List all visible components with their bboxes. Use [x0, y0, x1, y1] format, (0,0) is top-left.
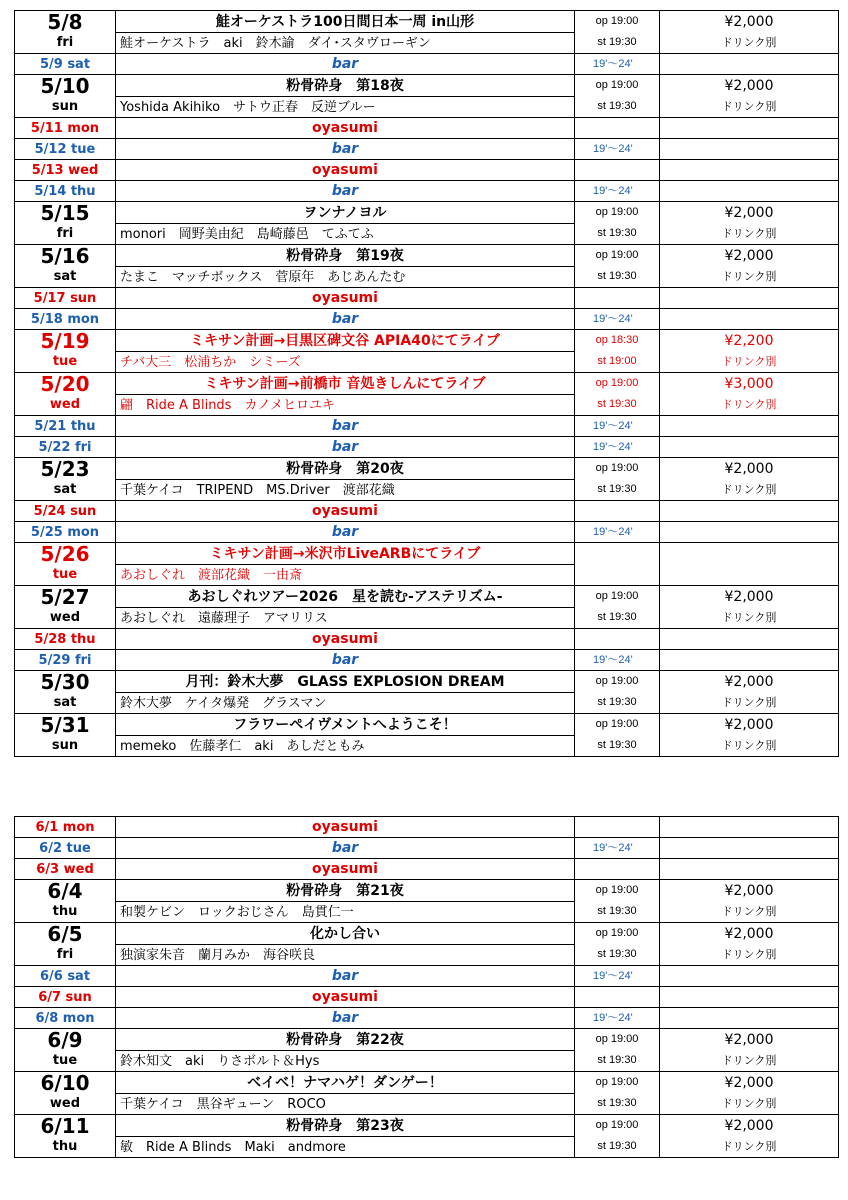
ticket-price: ¥2,000 [660, 1115, 839, 1137]
open-time: op 18:30 [575, 330, 660, 352]
oyasumi-row [15, 859, 839, 880]
empty-price [660, 522, 839, 543]
june-schedule-table [14, 816, 839, 1158]
event-date: 5/31 [15, 714, 116, 736]
event-day: wed [15, 1094, 116, 1115]
open-time: op 19:00 [575, 1029, 660, 1051]
empty-price [660, 437, 839, 458]
row-date: 5/28 thu [15, 629, 116, 650]
start-time: st 19:30 [575, 736, 660, 757]
bar-row [15, 1008, 839, 1029]
empty-price [660, 416, 839, 437]
event-row-bottom [15, 33, 839, 54]
row-date: 5/25 mon [15, 522, 116, 543]
drink-note: ドリンク別 [660, 1051, 839, 1072]
drink-note: ドリンク別 [660, 395, 839, 416]
oyasumi-row [15, 118, 839, 139]
row-date: 5/12 tue [15, 139, 116, 160]
bar-label: bar [116, 54, 575, 75]
event-title: 粉骨砕身 第22夜 [116, 1029, 575, 1051]
bar-label: bar [116, 522, 575, 543]
oyasumi-label: oyasumi [116, 501, 575, 522]
drink-note: ドリンク別 [660, 1094, 839, 1115]
bar-label: bar [116, 966, 575, 987]
event-date: 5/15 [15, 202, 116, 224]
bar-hours: 19'～24' [575, 181, 660, 202]
event-title: 鮭オーケストラ100日間日本一周 in山形 [116, 11, 575, 33]
open-time: op 19:00 [575, 458, 660, 480]
empty-price [660, 1008, 839, 1029]
row-date: 5/11 mon [15, 118, 116, 139]
empty-time [575, 501, 660, 522]
drink-note: ドリンク別 [660, 224, 839, 245]
event-performers: 鮭オーケストラ aki 鈴木諭 ダイ･スタヴローギン [116, 33, 575, 54]
bar-label: bar [116, 416, 575, 437]
open-time: op 19:00 [575, 671, 660, 693]
event-row-top [15, 1115, 839, 1137]
event-title: ミキサン計画→前橋市 音処きしんにてライブ [116, 373, 575, 395]
event-date: 5/26 [15, 543, 116, 565]
bar-row [15, 437, 839, 458]
empty-price [660, 838, 839, 859]
event-date: 5/8 [15, 11, 116, 33]
event-row-top [15, 1029, 839, 1051]
event-day: sun [15, 736, 116, 757]
bar-hours: 19'～24' [575, 522, 660, 543]
event-day: wed [15, 395, 116, 416]
start-time [575, 565, 660, 586]
empty-time [575, 118, 660, 139]
event-date: 5/27 [15, 586, 116, 608]
event-title: フラワーペイヴメントへようこそ！ [116, 714, 575, 736]
bar-label: bar [116, 139, 575, 160]
may-schedule-table [14, 10, 839, 757]
row-date: 5/24 sun [15, 501, 116, 522]
ticket-price: ¥2,200 [660, 330, 839, 352]
event-date: 5/20 [15, 373, 116, 395]
open-time: op 19:00 [575, 880, 660, 902]
oyasumi-row [15, 501, 839, 522]
event-performers: 千葉ケイコ TRIPEND MS.Driver 渡部花織 [116, 480, 575, 501]
drink-note: ドリンク別 [660, 902, 839, 923]
event-title: 月刊：鈴木大夢 GLASS EXPLOSION DREAM [116, 671, 575, 693]
oyasumi-row [15, 817, 839, 838]
event-row-bottom [15, 1094, 839, 1115]
event-row-bottom [15, 480, 839, 501]
event-day: sat [15, 480, 116, 501]
bar-hours: 19'～24' [575, 1008, 660, 1029]
bar-label: bar [116, 309, 575, 330]
start-time: st 19:30 [575, 33, 660, 54]
event-row-bottom [15, 97, 839, 118]
ticket-price: ¥2,000 [660, 245, 839, 267]
empty-price [660, 181, 839, 202]
event-date: 5/30 [15, 671, 116, 693]
bar-hours: 19'～24' [575, 416, 660, 437]
event-row-bottom [15, 395, 839, 416]
row-date: 5/9 sat [15, 54, 116, 75]
bar-row [15, 54, 839, 75]
bar-label: bar [116, 181, 575, 202]
event-title: 粉骨砕身 第21夜 [116, 880, 575, 902]
ticket-price: ¥2,000 [660, 75, 839, 97]
event-row-bottom [15, 736, 839, 757]
ticket-price: ¥2,000 [660, 923, 839, 945]
event-day: fri [15, 33, 116, 54]
event-date: 6/11 [15, 1115, 116, 1137]
start-time: st 19:30 [575, 224, 660, 245]
open-time: op 19:00 [575, 586, 660, 608]
bar-row [15, 966, 839, 987]
oyasumi-label: oyasumi [116, 160, 575, 181]
event-row-top [15, 458, 839, 480]
bar-row [15, 838, 839, 859]
event-performers: あおしぐれ 渡部花織 一由斎 [116, 565, 575, 586]
event-title: ミキサン計画→米沢市LiveARBにてライブ [116, 543, 575, 565]
event-date: 6/4 [15, 880, 116, 902]
open-time: op 19:00 [575, 202, 660, 224]
open-time: op 19:00 [575, 714, 660, 736]
event-performers: monori 岡野美由紀 島崎藤邑 てふてふ [116, 224, 575, 245]
event-date: 6/5 [15, 923, 116, 945]
row-date: 6/1 mon [15, 817, 116, 838]
bar-hours: 19'～24' [575, 437, 660, 458]
event-date: 5/23 [15, 458, 116, 480]
row-date: 5/18 mon [15, 309, 116, 330]
event-row-top [15, 880, 839, 902]
row-date: 5/21 thu [15, 416, 116, 437]
event-performers: たまこ マッチボックス 菅原年 あじあんたむ [116, 267, 575, 288]
row-date: 6/2 tue [15, 838, 116, 859]
oyasumi-label: oyasumi [116, 987, 575, 1008]
start-time: st 19:30 [575, 267, 660, 288]
event-performers: 独演家朱音 蘭月みか 海谷咲良 [116, 945, 575, 966]
empty-time [575, 817, 660, 838]
event-performers: 和製ケビン ロックおじさん 島貫仁一 [116, 902, 575, 923]
start-time: st 19:30 [575, 902, 660, 923]
oyasumi-row [15, 629, 839, 650]
ticket-price: ¥2,000 [660, 714, 839, 736]
event-title: 粉骨砕身 第23夜 [116, 1115, 575, 1137]
oyasumi-label: oyasumi [116, 118, 575, 139]
event-row-bottom [15, 267, 839, 288]
empty-price [660, 309, 839, 330]
event-row-bottom [15, 565, 839, 586]
start-time: st 19:30 [575, 480, 660, 501]
event-performers: 千葉ケイコ 黒谷ギューン ROCO [116, 1094, 575, 1115]
event-row-bottom [15, 352, 839, 373]
event-row-top [15, 11, 839, 33]
event-day: fri [15, 224, 116, 245]
event-title: 粉骨砕身 第19夜 [116, 245, 575, 267]
drink-note: ドリンク別 [660, 480, 839, 501]
row-date: 5/29 fri [15, 650, 116, 671]
ticket-price: ¥3,000 [660, 373, 839, 395]
event-row-bottom [15, 608, 839, 629]
event-row-top [15, 586, 839, 608]
open-time: op 19:00 [575, 245, 660, 267]
event-row-bottom [15, 693, 839, 714]
bar-row [15, 522, 839, 543]
event-day: thu [15, 902, 116, 923]
bar-label: bar [116, 838, 575, 859]
event-performers: 鈴木大夢 ケイタ爆発 グラスマン [116, 693, 575, 714]
event-row-bottom [15, 224, 839, 245]
oyasumi-label: oyasumi [116, 859, 575, 880]
start-time: st 19:30 [575, 1051, 660, 1072]
event-title: ベイベ！ナマハゲ！ダンゲー！ [116, 1072, 575, 1094]
event-performers: 翩 Ride A Blinds カノメヒロユキ [116, 395, 575, 416]
ticket-price: ¥2,000 [660, 671, 839, 693]
event-day: tue [15, 352, 116, 373]
row-date: 6/8 mon [15, 1008, 116, 1029]
drink-note: ドリンク別 [660, 352, 839, 373]
empty-price [660, 118, 839, 139]
event-row-top [15, 671, 839, 693]
drink-note [660, 565, 839, 586]
ticket-price: ¥2,000 [660, 586, 839, 608]
start-time: st 19:30 [575, 97, 660, 118]
event-row-top [15, 245, 839, 267]
event-day: sun [15, 97, 116, 118]
event-row-bottom [15, 1051, 839, 1072]
empty-price [660, 817, 839, 838]
empty-price [660, 987, 839, 1008]
empty-time [575, 859, 660, 880]
event-row-top [15, 543, 839, 565]
bar-hours: 19'～24' [575, 54, 660, 75]
event-row-top [15, 373, 839, 395]
row-date: 6/6 sat [15, 966, 116, 987]
event-row-top [15, 202, 839, 224]
bar-row [15, 416, 839, 437]
empty-price [660, 501, 839, 522]
empty-price [660, 139, 839, 160]
oyasumi-row [15, 987, 839, 1008]
event-day: tue [15, 565, 116, 586]
open-time: op 19:00 [575, 373, 660, 395]
ticket-price: ¥2,000 [660, 202, 839, 224]
ticket-price: ¥2,000 [660, 458, 839, 480]
open-time [575, 543, 660, 565]
bar-label: bar [116, 650, 575, 671]
start-time: st 19:30 [575, 395, 660, 416]
open-time: op 19:00 [575, 1115, 660, 1137]
bar-row [15, 650, 839, 671]
row-date: 5/14 thu [15, 181, 116, 202]
event-title: 粉骨砕身 第18夜 [116, 75, 575, 97]
empty-price [660, 54, 839, 75]
empty-time [575, 288, 660, 309]
empty-time [575, 160, 660, 181]
empty-price [660, 160, 839, 181]
event-day: thu [15, 1137, 116, 1158]
bar-hours: 19'～24' [575, 139, 660, 160]
event-row-top [15, 923, 839, 945]
oyasumi-row [15, 288, 839, 309]
drink-note: ドリンク別 [660, 945, 839, 966]
bar-label: bar [116, 1008, 575, 1029]
row-date: 5/13 wed [15, 160, 116, 181]
event-row-top [15, 75, 839, 97]
bar-row [15, 181, 839, 202]
event-title: 化かし合い [116, 923, 575, 945]
event-row-top [15, 714, 839, 736]
empty-price [660, 966, 839, 987]
event-performers: あおしぐれ 遠藤理子 アマリリス [116, 608, 575, 629]
event-row-top [15, 330, 839, 352]
event-row-bottom [15, 1137, 839, 1158]
event-date: 5/16 [15, 245, 116, 267]
row-date: 6/7 sun [15, 987, 116, 1008]
start-time: st 19:30 [575, 1094, 660, 1115]
drink-note: ドリンク別 [660, 97, 839, 118]
ticket-price: ¥2,000 [660, 1072, 839, 1094]
event-title: ヲンナノヨル [116, 202, 575, 224]
event-performers: 鈴木知文 aki りさボルト＆Hys [116, 1051, 575, 1072]
empty-price [660, 629, 839, 650]
open-time: op 19:00 [575, 75, 660, 97]
row-date: 5/22 fri [15, 437, 116, 458]
empty-price [660, 650, 839, 671]
drink-note: ドリンク別 [660, 736, 839, 757]
event-title: あおしぐれツアー2026 星を読む-アステリズム- [116, 586, 575, 608]
oyasumi-label: oyasumi [116, 288, 575, 309]
start-time: st 19:30 [575, 945, 660, 966]
bar-hours: 19'～24' [575, 838, 660, 859]
bar-hours: 19'～24' [575, 309, 660, 330]
ticket-price [660, 543, 839, 565]
start-time: st 19:30 [575, 693, 660, 714]
ticket-price: ¥2,000 [660, 880, 839, 902]
event-row-bottom [15, 902, 839, 923]
start-time: st 19:30 [575, 608, 660, 629]
event-row-top [15, 1072, 839, 1094]
drink-note: ドリンク別 [660, 693, 839, 714]
open-time: op 19:00 [575, 1072, 660, 1094]
oyasumi-row [15, 160, 839, 181]
open-time: op 19:00 [575, 11, 660, 33]
event-performers: 敏 Ride A Blinds Maki andmore [116, 1137, 575, 1158]
event-performers: memeko 佐藤孝仁 aki あしだともみ [116, 736, 575, 757]
empty-price [660, 859, 839, 880]
row-date: 6/3 wed [15, 859, 116, 880]
start-time: st 19:30 [575, 1137, 660, 1158]
bar-row [15, 309, 839, 330]
open-time: op 19:00 [575, 923, 660, 945]
empty-time [575, 629, 660, 650]
event-date: 6/9 [15, 1029, 116, 1051]
event-title: ミキサン計画→目黒区碑文谷 APIA40にてライブ [116, 330, 575, 352]
ticket-price: ¥2,000 [660, 1029, 839, 1051]
drink-note: ドリンク別 [660, 608, 839, 629]
event-performers: チバ大三 松浦ちか シミーズ [116, 352, 575, 373]
bar-row [15, 139, 839, 160]
oyasumi-label: oyasumi [116, 817, 575, 838]
event-date: 5/10 [15, 75, 116, 97]
row-date: 5/17 sun [15, 288, 116, 309]
event-date: 5/19 [15, 330, 116, 352]
ticket-price: ¥2,000 [660, 11, 839, 33]
bar-label: bar [116, 437, 575, 458]
oyasumi-label: oyasumi [116, 629, 575, 650]
start-time: st 19:00 [575, 352, 660, 373]
empty-time [575, 987, 660, 1008]
event-day: fri [15, 945, 116, 966]
drink-note: ドリンク別 [660, 1137, 839, 1158]
event-performers: Yoshida Akihiko サトウ正春 反逆ブルー [116, 97, 575, 118]
event-day: sat [15, 267, 116, 288]
event-title: 粉骨砕身 第20夜 [116, 458, 575, 480]
drink-note: ドリンク別 [660, 33, 839, 54]
event-date: 6/10 [15, 1072, 116, 1094]
bar-hours: 19'～24' [575, 650, 660, 671]
empty-price [660, 288, 839, 309]
bar-hours: 19'～24' [575, 966, 660, 987]
event-day: wed [15, 608, 116, 629]
event-row-bottom [15, 945, 839, 966]
event-day: sat [15, 693, 116, 714]
event-day: tue [15, 1051, 116, 1072]
drink-note: ドリンク別 [660, 267, 839, 288]
